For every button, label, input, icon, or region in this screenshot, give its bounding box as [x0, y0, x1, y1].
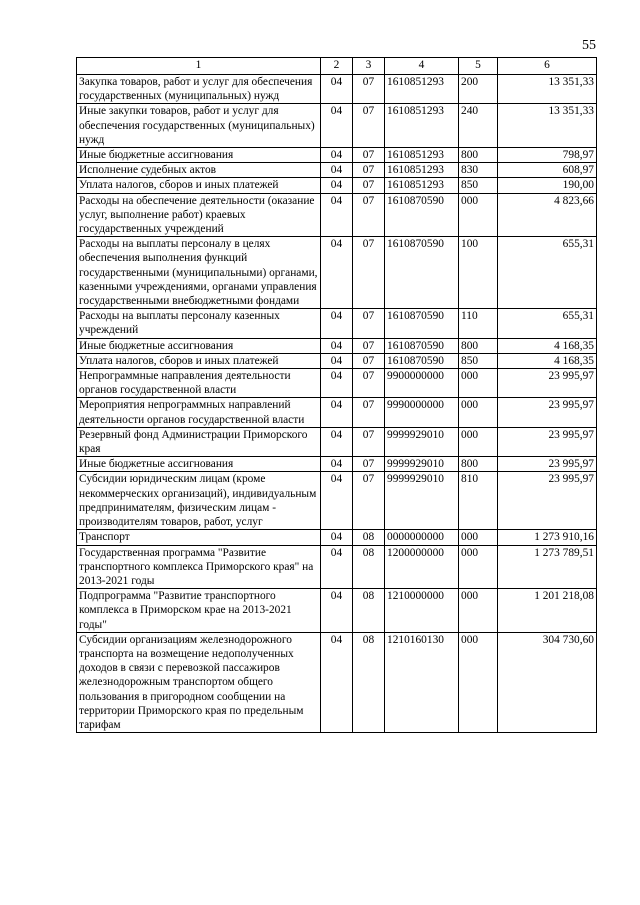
row-section-cell: 04 [321, 398, 353, 427]
row-expense-type-cell: 000 [459, 369, 498, 398]
row-amount-cell: 13 351,33 [498, 75, 597, 104]
table-row [77, 632, 597, 732]
row-name-cell: Резервный фонд Администрации Приморского края [77, 427, 321, 456]
row-target-code-cell: 1610851293 [385, 148, 459, 163]
row-section-cell: 04 [321, 75, 353, 104]
row-amount-cell: 23 995,97 [498, 398, 597, 427]
row-name-cell: Подпрограмма "Развитие транспортного комплекса в Приморском крае на 2013-2021 годы" [77, 589, 321, 633]
row-target-code-cell: 1610870590 [385, 193, 459, 237]
row-amount-cell: 1 201 218,08 [498, 589, 597, 633]
row-section-cell: 04 [321, 457, 353, 472]
table-row [77, 472, 597, 530]
row-section-cell: 04 [321, 632, 353, 732]
row-name-cell: Субсидии юридическим лицам (кроме некоммерческих организаций), индивидуальным предпринимателям, физическим лицам - производителям товаров, работ, услуг [77, 472, 321, 530]
row-subsection-cell: 07 [353, 163, 385, 178]
row-expense-type-cell: 800 [459, 148, 498, 163]
table-row [77, 163, 597, 178]
row-amount-cell: 655,31 [498, 237, 597, 309]
table-row [77, 148, 597, 163]
row-target-code-cell: 1610870590 [385, 338, 459, 353]
column-header: 1 [77, 58, 321, 75]
row-name-cell: Государственная программа "Развитие транспортного комплекса Приморского края" на 2013-2021 годы [77, 545, 321, 589]
row-subsection-cell: 07 [353, 193, 385, 237]
row-target-code-cell: 1610851293 [385, 75, 459, 104]
column-header: 6 [498, 58, 597, 75]
row-subsection-cell: 07 [353, 309, 385, 338]
table-row [77, 338, 597, 353]
table-row [77, 530, 597, 545]
row-amount-cell: 23 995,97 [498, 369, 597, 398]
budget-table-body [77, 75, 597, 733]
row-amount-cell: 4 168,35 [498, 353, 597, 368]
row-amount-cell: 23 995,97 [498, 472, 597, 530]
row-amount-cell: 798,97 [498, 148, 597, 163]
table-row [77, 545, 597, 589]
row-expense-type-cell: 000 [459, 530, 498, 545]
row-section-cell: 04 [321, 369, 353, 398]
row-expense-type-cell: 200 [459, 75, 498, 104]
row-subsection-cell: 08 [353, 530, 385, 545]
row-expense-type-cell: 000 [459, 193, 498, 237]
budget-table [76, 57, 597, 733]
table-row [77, 353, 597, 368]
row-subsection-cell: 07 [353, 237, 385, 309]
column-header: 2 [321, 58, 353, 75]
page-number: 55 [582, 38, 596, 53]
table-row [77, 75, 597, 104]
column-header: 4 [385, 58, 459, 75]
row-target-code-cell: 1610851293 [385, 163, 459, 178]
row-subsection-cell: 07 [353, 369, 385, 398]
row-section-cell: 04 [321, 589, 353, 633]
row-name-cell: Иные бюджетные ассигнования [77, 148, 321, 163]
table-row [77, 589, 597, 633]
row-name-cell: Иные бюджетные ассигнования [77, 457, 321, 472]
table-row [77, 398, 597, 427]
row-name-cell: Расходы на выплаты персоналу казенных учреждений [77, 309, 321, 338]
row-name-cell: Транспорт [77, 530, 321, 545]
row-subsection-cell: 07 [353, 398, 385, 427]
row-name-cell: Мероприятия непрограммных направлений деятельности органов государственной власти [77, 398, 321, 427]
row-name-cell: Исполнение судебных актов [77, 163, 321, 178]
row-section-cell: 04 [321, 178, 353, 193]
table-row [77, 104, 597, 148]
row-section-cell: 04 [321, 472, 353, 530]
column-header: 3 [353, 58, 385, 75]
row-name-cell: Уплата налогов, сборов и иных платежей [77, 353, 321, 368]
row-target-code-cell: 1210160130 [385, 632, 459, 732]
table-row [77, 178, 597, 193]
row-subsection-cell: 08 [353, 632, 385, 732]
row-target-code-cell: 1610870590 [385, 237, 459, 309]
row-amount-cell: 655,31 [498, 309, 597, 338]
row-expense-type-cell: 000 [459, 589, 498, 633]
row-section-cell: 04 [321, 530, 353, 545]
row-subsection-cell: 07 [353, 178, 385, 193]
row-subsection-cell: 07 [353, 353, 385, 368]
row-expense-type-cell: 810 [459, 472, 498, 530]
row-amount-cell: 13 351,33 [498, 104, 597, 148]
row-expense-type-cell: 850 [459, 178, 498, 193]
row-target-code-cell: 9999929010 [385, 472, 459, 530]
row-section-cell: 04 [321, 427, 353, 456]
row-amount-cell: 23 995,97 [498, 457, 597, 472]
row-amount-cell: 1 273 789,51 [498, 545, 597, 589]
row-subsection-cell: 07 [353, 75, 385, 104]
row-name-cell: Расходы на выплаты персоналу в целях обеспечения выполнения функций государственными (муниципальными) органами, казенными учреждениями, органами управления государственными внебюджетными фондами [77, 237, 321, 309]
row-target-code-cell: 9990000000 [385, 398, 459, 427]
row-name-cell: Уплата налогов, сборов и иных платежей [77, 178, 321, 193]
table-row [77, 309, 597, 338]
row-amount-cell: 1 273 910,16 [498, 530, 597, 545]
row-amount-cell: 608,97 [498, 163, 597, 178]
row-expense-type-cell: 830 [459, 163, 498, 178]
row-subsection-cell: 07 [353, 148, 385, 163]
row-amount-cell: 190,00 [498, 178, 597, 193]
row-expense-type-cell: 100 [459, 237, 498, 309]
row-expense-type-cell: 000 [459, 427, 498, 456]
row-section-cell: 04 [321, 237, 353, 309]
row-amount-cell: 4 823,66 [498, 193, 597, 237]
row-section-cell: 04 [321, 545, 353, 589]
row-section-cell: 04 [321, 148, 353, 163]
row-expense-type-cell: 850 [459, 353, 498, 368]
row-amount-cell: 4 168,35 [498, 338, 597, 353]
row-target-code-cell: 1610851293 [385, 104, 459, 148]
row-name-cell: Иные бюджетные ассигнования [77, 338, 321, 353]
row-section-cell: 04 [321, 338, 353, 353]
row-subsection-cell: 07 [353, 427, 385, 456]
column-header: 5 [459, 58, 498, 75]
row-section-cell: 04 [321, 309, 353, 338]
row-target-code-cell: 1210000000 [385, 589, 459, 633]
row-target-code-cell: 1610870590 [385, 309, 459, 338]
row-section-cell: 04 [321, 104, 353, 148]
table-row [77, 457, 597, 472]
row-subsection-cell: 08 [353, 545, 385, 589]
row-target-code-cell: 9900000000 [385, 369, 459, 398]
row-target-code-cell: 0000000000 [385, 530, 459, 545]
row-target-code-cell: 9999929010 [385, 427, 459, 456]
row-subsection-cell: 07 [353, 472, 385, 530]
row-target-code-cell: 1200000000 [385, 545, 459, 589]
row-section-cell: 04 [321, 193, 353, 237]
row-expense-type-cell: 800 [459, 457, 498, 472]
row-subsection-cell: 08 [353, 589, 385, 633]
table-row [77, 369, 597, 398]
row-subsection-cell: 07 [353, 104, 385, 148]
row-expense-type-cell: 800 [459, 338, 498, 353]
row-name-cell: Расходы на обеспечение деятельности (оказание услуг, выполнение работ) краевых государственных учреждений [77, 193, 321, 237]
row-name-cell: Закупка товаров, работ и услуг для обеспечения государственных (муниципальных) нужд [77, 75, 321, 104]
table-header-row [77, 58, 597, 75]
row-expense-type-cell: 240 [459, 104, 498, 148]
table-row [77, 427, 597, 456]
row-amount-cell: 304 730,60 [498, 632, 597, 732]
row-target-code-cell: 1610870590 [385, 353, 459, 368]
row-name-cell: Непрограммные направления деятельности органов государственной власти [77, 369, 321, 398]
row-subsection-cell: 07 [353, 338, 385, 353]
row-target-code-cell: 1610851293 [385, 178, 459, 193]
row-expense-type-cell: 000 [459, 398, 498, 427]
row-expense-type-cell: 000 [459, 632, 498, 732]
row-target-code-cell: 9999929010 [385, 457, 459, 472]
row-expense-type-cell: 110 [459, 309, 498, 338]
table-row [77, 237, 597, 309]
row-name-cell: Иные закупки товаров, работ и услуг для обеспечения государственных (муниципальных) нужд [77, 104, 321, 148]
row-amount-cell: 23 995,97 [498, 427, 597, 456]
row-section-cell: 04 [321, 353, 353, 368]
row-section-cell: 04 [321, 163, 353, 178]
table-row [77, 193, 597, 237]
row-subsection-cell: 07 [353, 457, 385, 472]
row-name-cell: Субсидии организациям железнодорожного транспорта на возмещение недополученных доходов в связи с перевозкой пассажиров железнодорожным транспортом общего пользования в пригородном сообщении на территории Приморского края по предельным тарифам [77, 632, 321, 732]
row-expense-type-cell: 000 [459, 545, 498, 589]
